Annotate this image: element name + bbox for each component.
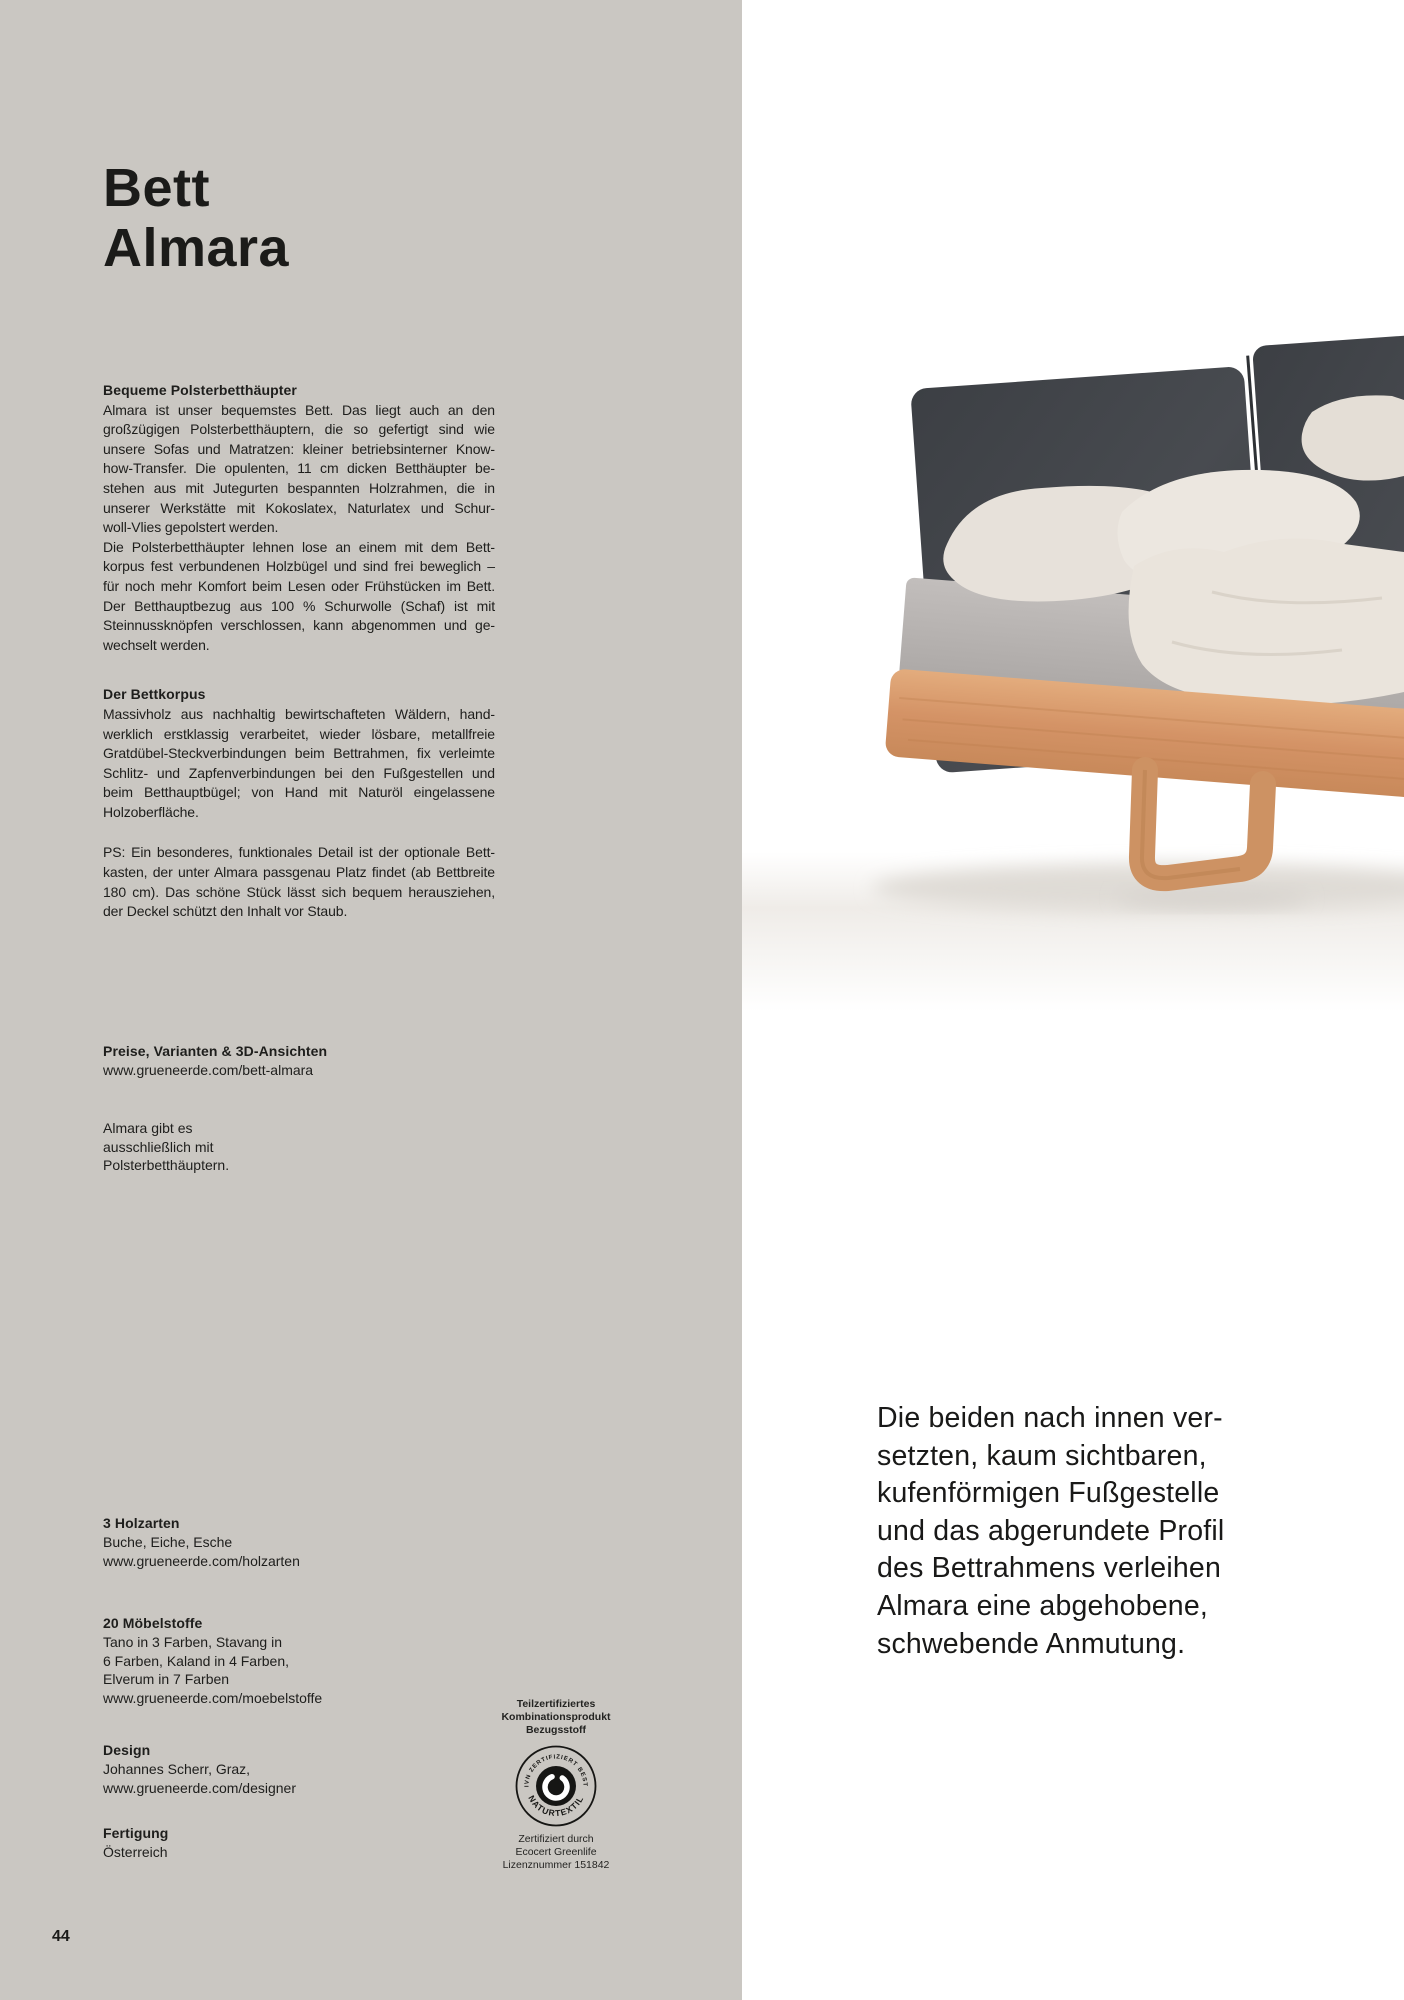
foot-shadow [1117,889,1307,907]
text-line: der Deckel schützt den Inhalt vor Staub. [103,903,348,920]
text-line: setzten, kaum sichtbaren, [877,1439,1207,1472]
text-line: für noch mehr Komfort beim Lesen oder Frühstücken im Bett. [103,577,495,594]
text-line: www.grueneerde.com/moebelstoffe [103,1689,323,1706]
text-line: Schlitz- und Zapfenverbindungen bei den Fußgestellen und [103,764,495,781]
text-line: Tano in 3 Farben, Stavang in [103,1634,283,1650]
text-line: www.grueneerde.com/holzarten [103,1552,300,1569]
text-line: Bezugsstoff [525,1724,587,1736]
text-line: beim Betthauptbügel; von Hand mit Naturöl eingelassene [103,784,495,801]
text-line: how-Transfer. Die opulenten, 11 cm dicken Betthäupter be- [103,460,495,477]
text-line: Almara gibt es [103,1120,193,1136]
text-line: Österreich [103,1844,168,1860]
text-line: unsere Sofas und Matratzen: kleiner betriebsinterner Know- [103,440,495,457]
detail-production [103,1824,168,1862]
text-line: Elverum in 7 Farben [103,1671,230,1688]
text-line: Teilzertifiziertes [516,1698,596,1710]
text-line: woll-Vlies gepolstert werden. [103,519,279,536]
note-polsterbetthaeupter [103,1119,229,1175]
text-line: stehen aus mit Jutegurten bespannten Holzrahmen, die in [103,479,495,496]
text-line: Gratdübel-Steckverbindungen beim Bettrahmen, fix verleimte [103,745,495,762]
detail-production-title: Fertigung [103,1825,169,1841]
text-line: Buche, Eiche, Esche [103,1534,233,1550]
detail-production-lines [103,1843,168,1862]
text-line: 6 Farben, Kaland in 4 Farben, [103,1652,290,1669]
body-copy [103,381,495,922]
certification-issuer-lines [468,1833,644,1872]
text-line: PS: Ein besonderes, funktionales Detail ist der optionale Bett- [103,844,495,861]
detail-design-lines [103,1760,296,1797]
paragraph-3 [103,705,495,823]
text-line: unserer Werkstätte mit Kokoslatex, Naturlatex und Schur- [103,499,495,516]
text-line: Ecocert Greenlife [515,1846,597,1858]
text-line: Der Betthauptbezug aus 100 % Schurwolle (Schaf) ist mit [103,597,495,614]
text-line: kufenförmigen Fußgestelle [877,1477,1220,1510]
text-line: ausschließlich mit [103,1138,214,1155]
seal-arc-bottom-text: NATURTEXTIL [526,1793,586,1819]
duvet [1129,539,1404,705]
detail-design-title: Design [103,1742,151,1758]
detail-prices-url [103,1061,327,1080]
text-line: und das abgerundete Profil [877,1514,1225,1547]
text-line: Polsterbetthäuptern. [103,1157,230,1174]
certification-block [468,1698,644,1872]
paragraph-2 [103,538,495,656]
detail-woods [103,1514,300,1570]
paragraph-4 [103,843,495,921]
bed-photo [742,172,1404,1012]
text-line: Steinnussknöpfen verschlossen, kann abgenommen und ge- [103,617,495,634]
text-line: schwebende Anmutung. [877,1627,1186,1660]
title-line-1: Bett [103,158,210,218]
section-heading-polsterbetthaeupter: Bequeme Polsterbetthäupter [103,382,297,398]
text-line: www.grueneerde.com/bett-almara [103,1062,314,1078]
certification-product-lines [468,1698,644,1737]
naturtextil-seal-icon [515,1745,597,1827]
paragraph-1 [103,401,495,538]
text-line: Die beiden nach innen ver- [877,1402,1223,1434]
text-line: www.grueneerde.com/designer [103,1779,296,1796]
page-title [103,158,289,278]
detail-fabrics-lines [103,1633,322,1707]
text-line: Johannes Scherr, Graz, [103,1761,251,1777]
text-line: Die Polsterbetthäupter lehnen lose an einem mit dem Bett- [103,538,495,555]
detail-fabrics-title: 20 Möbelstoffe [103,1615,203,1631]
detail-prices-title: Preise, Varianten & 3D-Ansichten [103,1043,328,1059]
detail-design [103,1741,296,1797]
text-line: 180 cm). Das schöne Stück lässt sich bequem herausziehen, [103,883,495,900]
text-line: des Bettrahmens verleihen [877,1552,1222,1585]
text-line: Kombinationsprodukt [501,1711,611,1723]
page-number: 44 [52,1928,70,1945]
detail-woods-lines [103,1533,300,1570]
text-line: großzügigen Polsterbetthäuptern, die so gefertigt sind wie [103,421,495,438]
title-line-2: Almara [103,218,290,278]
text-line: Lizenznummer 151842 [502,1859,610,1871]
text-line: korpus fest verbundenen Holzbügel und sind frei beweglich – [103,558,495,575]
detail-prices [103,1042,327,1080]
text-line: Almara eine abgehobene, [877,1589,1209,1622]
text-line: Massivholz aus nachhaltig bewirtschafteten Wäldern, hand- [103,705,495,722]
text-line: Zertifiziert durch [518,1833,594,1845]
detail-fabrics [103,1614,322,1707]
text-line: kasten, der unter Almara passgenau Platz findet (ab Bettbreite [103,864,495,881]
text-line: wechselt werden. [103,636,210,653]
section-heading-bettkorpus: Der Bettkorpus [103,686,206,703]
text-line: Almara ist unser bequemstes Bett. Das liegt auch an den [103,401,495,418]
detail-woods-title: 3 Holzarten [103,1515,180,1531]
photo-caption [877,1400,1297,1663]
seal-arc-top-text: IVN ZERTIFIZIERT BEST [524,1754,588,1788]
text-line: werklich erstklassig verarbeitet, wieder lösbare, metallfreie [103,725,495,742]
text-line: Holzoberfläche. [103,803,199,820]
